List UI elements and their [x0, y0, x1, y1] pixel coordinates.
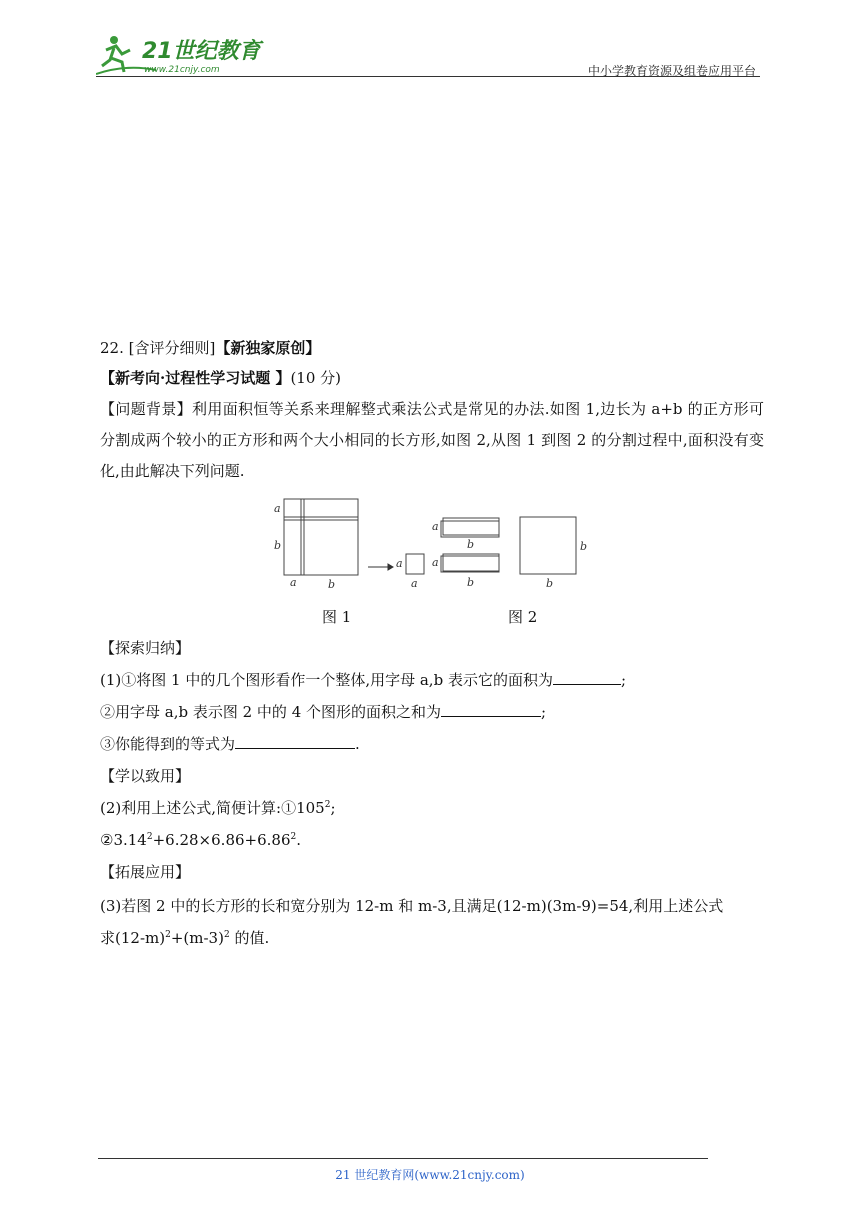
problem-background: 【问题背景】利用面积恒等关系来理解整式乘法公式是常见的办法.如图 1,边长为 a+b 的正方形可分割成两个较小的正方形和两个大小相同的长方形,如图 2,从图 1 到图 2 的分割过程中,面积没有变化,由此解决下列问题. — [100, 400, 764, 480]
question-points: (10 分) — [290, 369, 342, 387]
q2-2-part-a: ②3.14 — [100, 831, 147, 849]
extend-title: 【拓展应用】 — [100, 863, 191, 881]
q2-2-end: . — [296, 831, 302, 849]
fig2-label-b-big-right: b — [580, 540, 588, 553]
fig2-label-a-small-left: a — [396, 557, 403, 570]
answer-blank-3[interactable] — [235, 734, 355, 749]
question-2-2 — [100, 830, 301, 850]
q2-1-exponent: 2 — [324, 800, 331, 810]
q1-3-end: . — [355, 735, 360, 753]
figure-1 — [284, 499, 358, 575]
figure-area — [100, 490, 764, 590]
question-number-line — [100, 338, 320, 358]
fig1-label-b-bottom: b — [328, 578, 336, 590]
logo-url: www.21cnjy.com — [144, 65, 220, 75]
answer-blank-2[interactable] — [441, 702, 541, 717]
q2-2-exponent-1: 2 — [146, 832, 153, 842]
fig1-label-b-left: b — [274, 539, 282, 552]
question-1-2 — [100, 702, 546, 722]
site-logo — [96, 30, 266, 78]
fig2-label-b-rect2: b — [467, 576, 475, 589]
arrow-icon — [368, 564, 393, 570]
figure-2-labels — [396, 520, 587, 590]
q1-1-text: (1)①将图 1 中的几个图形看作一个整体,用字母 a,b 表示它的面积为 — [100, 671, 553, 689]
fig2-label-b-big-bottom: b — [546, 577, 554, 590]
question-tag-line — [100, 368, 341, 388]
q3-end: 的值. — [229, 929, 270, 947]
figure-1-caption: 图 1 — [322, 608, 352, 626]
footer-divider — [98, 1158, 708, 1159]
question-tag2: 【新考向·过程性学习试题 】 — [100, 369, 291, 387]
platform-name: 中小学教育资源及组卷应用平台 — [587, 64, 756, 78]
q3-exponent-1: 2 — [165, 930, 171, 940]
question-1-1 — [100, 670, 626, 690]
figure-2-caption: 图 2 — [508, 608, 538, 626]
fig1-label-a-left: a — [274, 502, 281, 515]
header-divider — [96, 76, 760, 77]
apply-title: 【学以致用】 — [100, 767, 191, 785]
q2-1-end: ; — [330, 799, 336, 817]
q2-2-part-b: +6.28×6.86+6.86 — [152, 831, 291, 849]
fig2-label-a-rect2: a — [432, 556, 439, 569]
q2-2-exponent-2: 2 — [290, 832, 297, 842]
question-tag: 【新独家原创】 — [215, 339, 321, 357]
answer-blank-1[interactable] — [553, 670, 621, 685]
question-2-1 — [100, 798, 336, 818]
q1-2-end: ; — [541, 703, 547, 721]
fig1-label-a-bottom: a — [290, 576, 297, 589]
explore-title: 【探索归纳】 — [100, 639, 191, 657]
q1-2-text: ②用字母 a,b 表示图 2 中的 4 个图形的面积之和为 — [100, 703, 442, 721]
fig2-label-a-small-bottom: a — [411, 577, 418, 590]
figure-1-labels — [274, 502, 335, 590]
fig2-label-a-rect1: a — [432, 520, 439, 533]
q1-3-text: ③你能得到的等式为 — [100, 735, 236, 753]
question-3-line-2 — [100, 928, 269, 948]
q3-part-a: 求(12-m) — [100, 929, 166, 947]
fig2-label-b-rect1: b — [467, 538, 475, 551]
footer-link[interactable]: 21 世纪教育网(www.21cnjy.com) — [335, 1168, 525, 1182]
page-header — [96, 30, 760, 80]
q3-part-b: +(m-3) — [170, 929, 224, 947]
q1-1-end: ; — [620, 671, 627, 689]
q3-exponent-2: 2 — [223, 930, 230, 940]
question-1-3 — [100, 734, 360, 754]
question-number: 22. [含评分细则] — [100, 339, 216, 357]
q2-1-text: (2)利用上述公式,简便计算:①105 — [100, 799, 325, 817]
question-3-line-1: (3)若图 2 中的长方形的长和宽分别为 12-m 和 m-3,且满足(12-m)(3m-9)=54,利用上述公式 — [100, 897, 724, 915]
logo-text: 21世纪教育 — [142, 39, 261, 64]
